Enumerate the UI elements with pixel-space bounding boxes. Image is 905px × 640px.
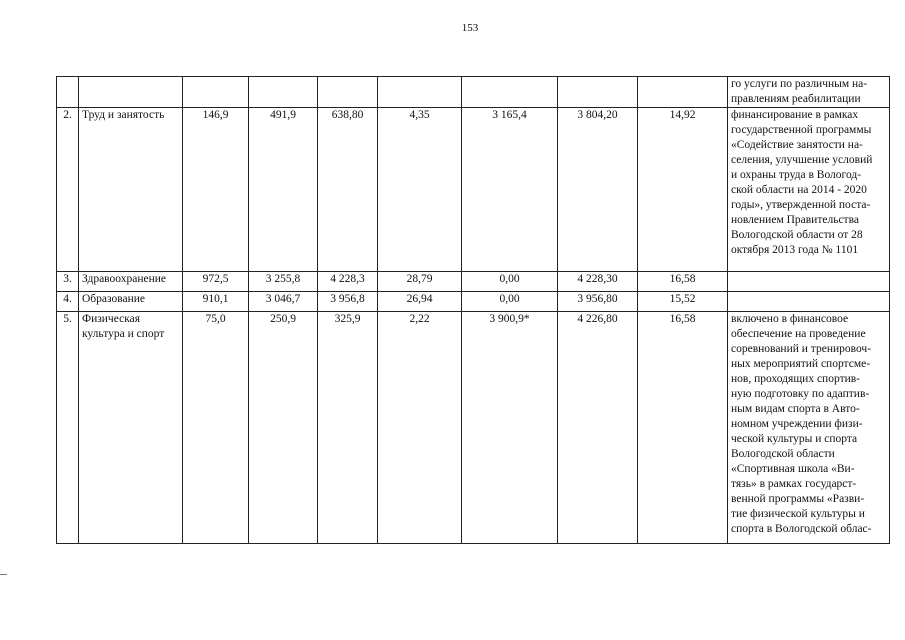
scan-margin-mark (0, 574, 7, 575)
note-cell: го услуги по различным на- правлениям реабилитации (728, 77, 890, 108)
note-cell (728, 272, 890, 292)
value-col-3 (318, 77, 378, 108)
value-col-5: 3 900,9* (462, 312, 558, 544)
row-number: 2. (57, 108, 79, 272)
sector-name: Труд и занятость (79, 108, 183, 272)
value-col-6: 4 228,30 (558, 272, 638, 292)
value-col-2: 3 046,7 (249, 292, 318, 312)
table-row (57, 77, 890, 108)
sector-name (79, 77, 183, 108)
value-col-4: 28,79 (378, 272, 462, 292)
note-cell (728, 292, 890, 312)
value-col-7: 16,58 (638, 312, 728, 544)
value-col-1: 75,0 (183, 312, 249, 544)
row-number (57, 77, 79, 108)
value-col-5 (462, 77, 558, 108)
value-col-3: 4 228,3 (318, 272, 378, 292)
sector-name: Физическая культура и спорт (79, 312, 183, 544)
value-col-7 (638, 77, 728, 108)
sector-name: Образование (79, 292, 183, 312)
data-table (56, 76, 890, 544)
value-col-1: 910,1 (183, 292, 249, 312)
value-col-2 (249, 77, 318, 108)
value-col-6 (558, 77, 638, 108)
value-col-7: 14,92 (638, 108, 728, 272)
table-row (57, 108, 890, 272)
value-col-4: 2,22 (378, 312, 462, 544)
note-cell: включено в финансовое обеспечение на проведение соревнований и тренировоч- ных мероприятий спортсме- нов, проходящих спортив- ную подготовку по адаптив- ным видам спорта в Авто- номном учреждении физи- ческой культуры и спорта Вологодской области «Спортивная школа «Ви- тязь» в рамках государст- венной программы «Разви- тие физической культуры и спорта в Вологодской облас- (728, 312, 890, 544)
table-row (57, 272, 890, 292)
row-number: 3. (57, 272, 79, 292)
value-col-2: 250,9 (249, 312, 318, 544)
value-col-5: 3 165,4 (462, 108, 558, 272)
note-cell: финансирование в рамках государственной программы «Содействие занятости на- селения, улучшение условий и охраны труда в Вологод- ской области на 2014 - 2020 годы», утвержденной поста- новлением Правительства Вологодской области от 28 октября 2013 года № 1101 (728, 108, 890, 272)
value-col-4: 26,94 (378, 292, 462, 312)
table-row (57, 312, 890, 544)
value-col-4 (378, 77, 462, 108)
value-col-5: 0,00 (462, 272, 558, 292)
value-col-4: 4,35 (378, 108, 462, 272)
value-col-6: 3 804,20 (558, 108, 638, 272)
value-col-1: 146,9 (183, 108, 249, 272)
value-col-1 (183, 77, 249, 108)
value-col-5: 0,00 (462, 292, 558, 312)
value-col-3: 325,9 (318, 312, 378, 544)
value-col-2: 491,9 (249, 108, 318, 272)
sector-name: Здравоохранение (79, 272, 183, 292)
value-col-3: 638,80 (318, 108, 378, 272)
value-col-3: 3 956,8 (318, 292, 378, 312)
page-number: 153 (461, 22, 479, 34)
value-col-2: 3 255,8 (249, 272, 318, 292)
table-row (57, 292, 890, 312)
value-col-7: 15,52 (638, 292, 728, 312)
value-col-7: 16,58 (638, 272, 728, 292)
value-col-6: 3 956,80 (558, 292, 638, 312)
value-col-1: 972,5 (183, 272, 249, 292)
row-number: 5. (57, 312, 79, 544)
value-col-6: 4 226,80 (558, 312, 638, 544)
row-number: 4. (57, 292, 79, 312)
